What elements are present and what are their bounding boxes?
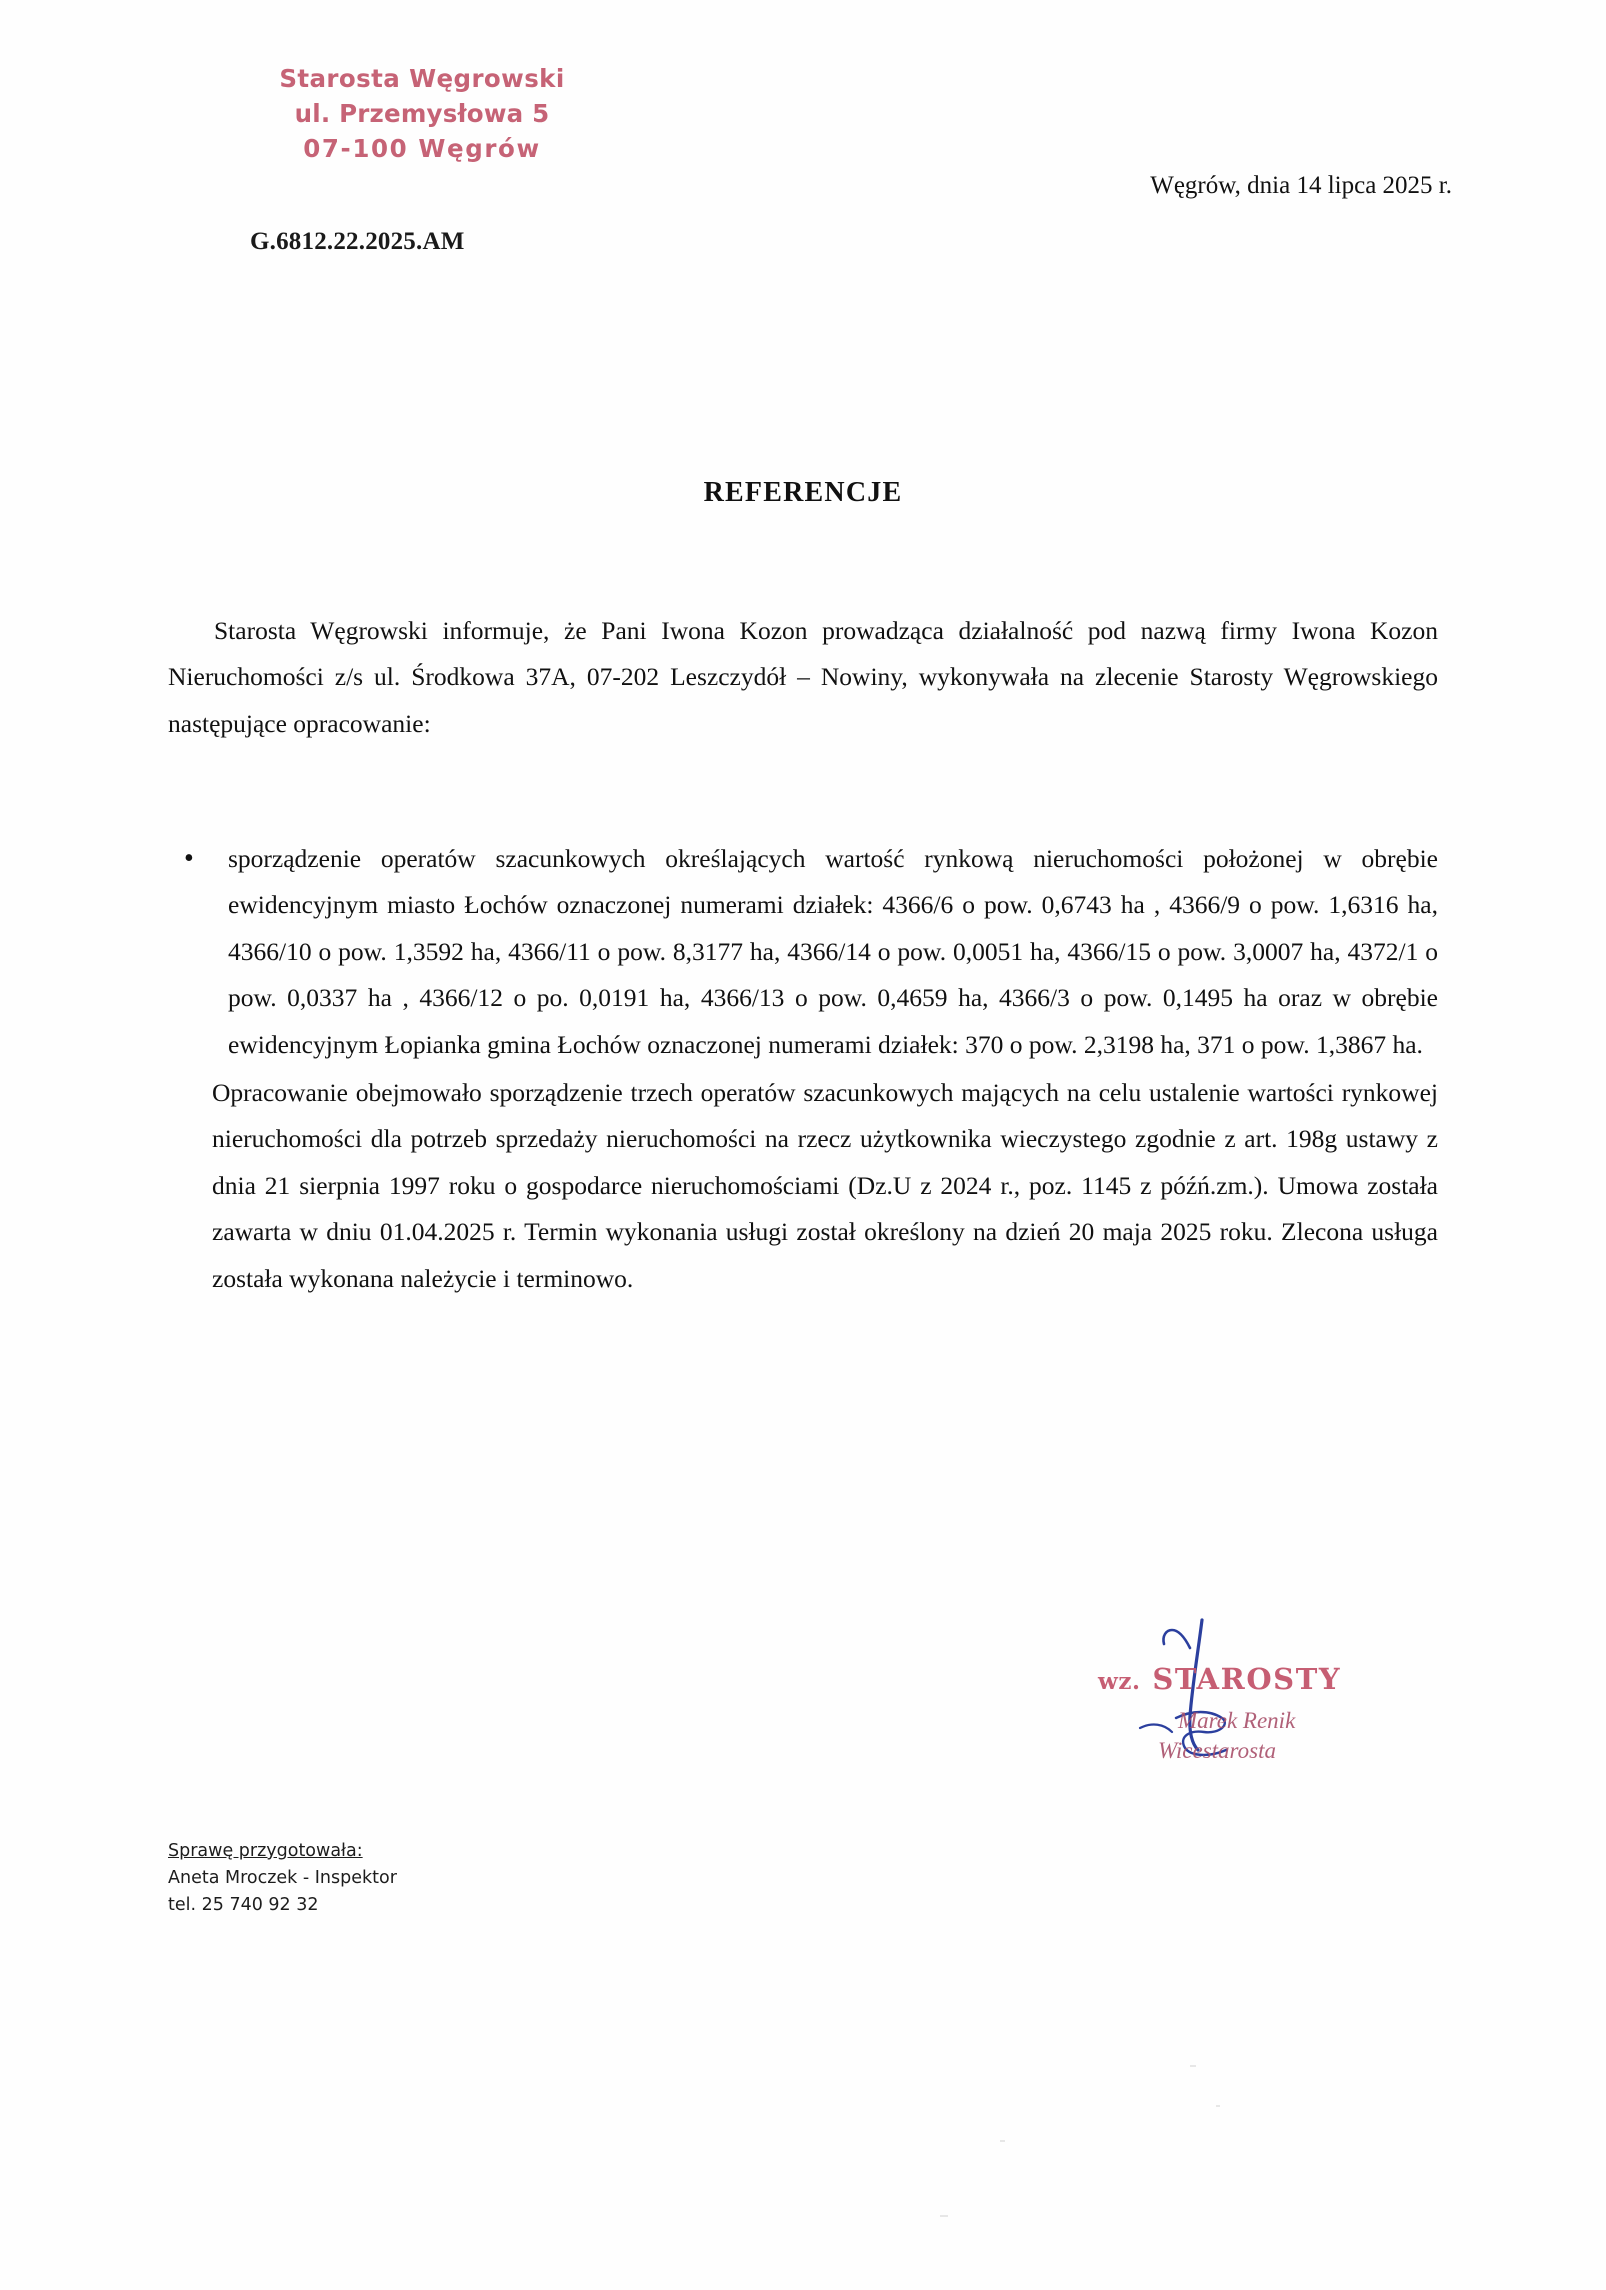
place-and-date: Węgrów, dnia 14 lipca 2025 r. bbox=[1150, 172, 1452, 199]
prepared-by-phone: tel. 25 740 92 32 bbox=[168, 1895, 319, 1916]
scan-artifact bbox=[940, 2215, 948, 2217]
scan-artifact bbox=[1190, 2065, 1196, 2067]
intro-paragraph: Starosta Węgrowski informuje, że Pani Iwona Kozon prowadząca działalność pod nazwą firmy Iwona Kozon Nieruchomości z/s ul. Środkowa 37A, 07-202 Leszczydół – Nowiny, wykonywała na zlecenie Starosty Węgrowskiego następujące opracowanie: bbox=[168, 616, 1438, 738]
prepared-by-label: Sprawę przygotowała: bbox=[168, 1841, 363, 1861]
scan-artifact bbox=[1216, 2105, 1220, 2107]
signature-role: Wicestarosta bbox=[1158, 1738, 1276, 1763]
body-paragraph-2: Opracowanie obejmowało sporządzenie trzech operatów szacunkowych mających na celu ustalenie wartości rynkowej nieruchomości dla potrzeb sprzedaży nieruchomości na rzecz użytkownika wieczystego zgodnie z art. 198g ustawy z dnia 21 sierpnia 1997 roku o gospodarce nieruchomościami (Dz.U z 2024 r., poz. 1145 z późń.zm.). Umowa została zawarta w dniu 01.04.2025 r. Termin wykonania usługi został określony na dzień 20 maja 2025 roku. Zlecona usługa została wykonana należycie i terminowo. bbox=[212, 1078, 1438, 1293]
signature-stamp-prefix: wz. bbox=[1098, 1668, 1141, 1695]
document-body-list bbox=[168, 836, 1438, 1302]
handwritten-signature-icon bbox=[1080, 1600, 1500, 1810]
list-item-text: sporządzenie operatów szacunkowych określających wartość rynkową nieruchomości położonej w obrębie ewidencyjnym miasto Łochów oznaczonej numerami działek: 4366/6 o pow. 0,6743 ha , 4366/9 o pow. 1,6316 ha, 4366/10 o pow. 1,3592 ha, 4366/11 o pow. 8,3177 ha, 4366/14 o pow. 0,0051 ha, 4366/15 o pow. 3,0007 ha, 4372/1 o pow. 0,0337 ha , 4366/12 o po. 0,0191 ha, 4366/13 o pow. 0,4659 ha, 4366/3 o pow. 0,1495 ha oraz w obrębie ewidencyjnym Łopianka gmina Łochów oznaczonej numerami działek: 370 o pow. 2,3198 ha, 371 o pow. 1,3867 ha. bbox=[228, 844, 1438, 1059]
signature-name: Marek Renik bbox=[1178, 1708, 1296, 1733]
prepared-by-person: Aneta Mroczek - Inspektor bbox=[168, 1868, 397, 1889]
scan-artifact bbox=[1000, 2140, 1005, 2142]
case-number: G.6812.22.2025.AM bbox=[250, 228, 465, 255]
list-item bbox=[168, 836, 1438, 1068]
signature-stamp-text: STAROSTY bbox=[1152, 1662, 1342, 1696]
letterhead-stamp bbox=[212, 62, 632, 166]
document-title: REFERENCJE bbox=[703, 477, 903, 508]
letterhead-line-1: Starosta Węgrowski bbox=[279, 64, 565, 93]
document-body-intro bbox=[168, 608, 1438, 747]
bullet-icon: • bbox=[184, 843, 194, 874]
signature-stamp bbox=[1098, 1662, 1341, 1696]
signature-block bbox=[1080, 1600, 1500, 1810]
letterhead-line-2: ul. Przemysłowa 5 bbox=[294, 98, 550, 128]
letterhead-line-3: 07-100 Węgrów bbox=[303, 133, 541, 163]
prepared-by-block bbox=[168, 1838, 397, 1919]
